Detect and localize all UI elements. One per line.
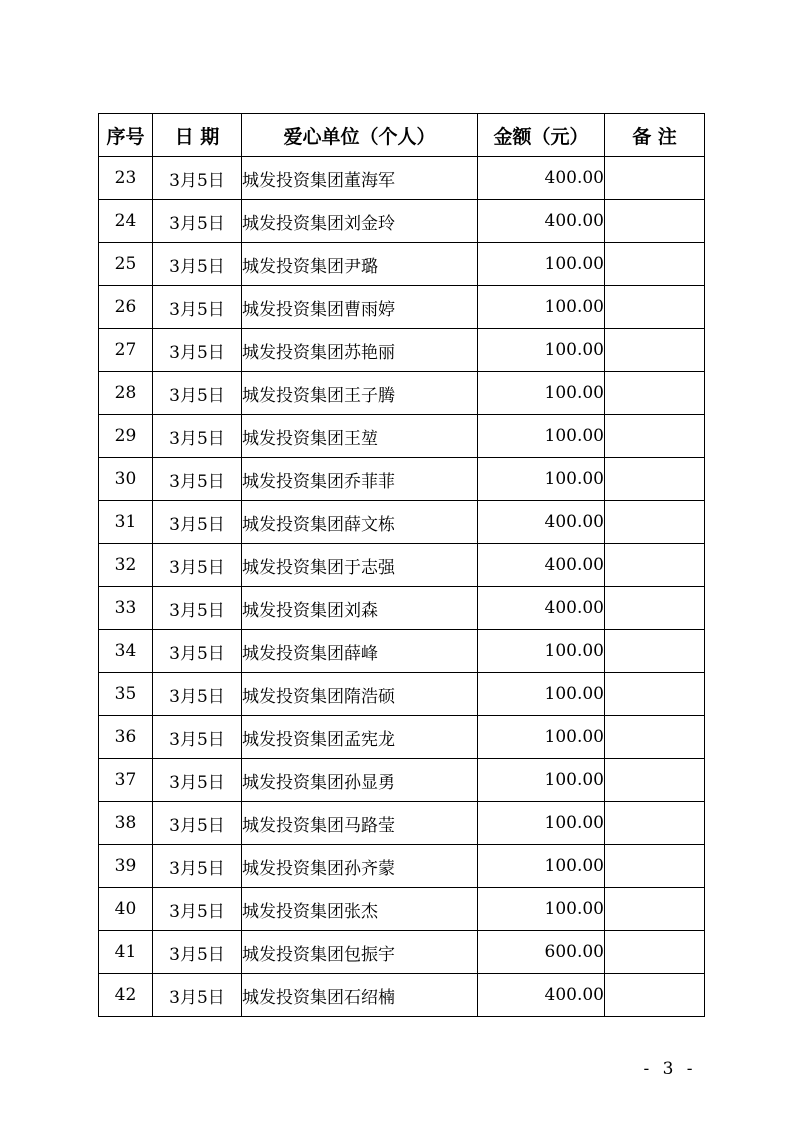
amount-cell: 100.00 [478,286,605,329]
remark-cell [605,845,705,888]
donor-cell: 城发投资集团苏艳丽 [242,329,478,372]
donor-cell: 城发投资集团薛峰 [242,630,478,673]
seq-cell: 31 [99,501,153,544]
amount-cell: 100.00 [478,673,605,716]
page-number: - 3 - [643,1059,697,1079]
amount-cell: 100.00 [478,372,605,415]
seq-cell: 24 [99,200,153,243]
seq-cell: 28 [99,372,153,415]
header-date: 日 期 [153,114,242,157]
header-remark: 备 注 [605,114,705,157]
amount-cell: 100.00 [478,716,605,759]
date-cell: 3月5日 [153,544,242,587]
donor-cell: 城发投资集团张杰 [242,888,478,931]
remark-cell [605,802,705,845]
seq-cell: 33 [99,587,153,630]
remark-cell [605,286,705,329]
date-cell: 3月5日 [153,974,242,1017]
header-donor: 爱心单位（个人） [242,114,478,157]
date-cell: 3月5日 [153,372,242,415]
donor-cell: 城发投资集团马路莹 [242,802,478,845]
table-row [99,716,705,759]
remark-cell [605,673,705,716]
date-cell: 3月5日 [153,716,242,759]
date-cell: 3月5日 [153,931,242,974]
date-cell: 3月5日 [153,286,242,329]
seq-cell: 32 [99,544,153,587]
amount-cell: 100.00 [478,888,605,931]
remark-cell [605,974,705,1017]
table-row [99,974,705,1017]
amount-cell: 400.00 [478,544,605,587]
seq-cell: 36 [99,716,153,759]
donor-cell: 城发投资集团王子腾 [242,372,478,415]
date-cell: 3月5日 [153,802,242,845]
donor-cell: 城发投资集团石绍楠 [242,974,478,1017]
seq-cell: 42 [99,974,153,1017]
amount-cell: 100.00 [478,630,605,673]
date-cell: 3月5日 [153,501,242,544]
date-cell: 3月5日 [153,673,242,716]
donor-cell: 城发投资集团包振宇 [242,931,478,974]
remark-cell [605,243,705,286]
remark-cell [605,888,705,931]
seq-cell: 27 [99,329,153,372]
table-row [99,544,705,587]
table-row [99,157,705,200]
amount-cell: 600.00 [478,931,605,974]
donor-cell: 城发投资集团乔菲菲 [242,458,478,501]
table-row [99,286,705,329]
header-amount: 金额（元） [478,114,605,157]
seq-cell: 39 [99,845,153,888]
remark-cell [605,501,705,544]
date-cell: 3月5日 [153,630,242,673]
table-row [99,200,705,243]
table-row [99,243,705,286]
table-row [99,630,705,673]
remark-cell [605,372,705,415]
table-row [99,458,705,501]
donor-cell: 城发投资集团董海军 [242,157,478,200]
remark-cell [605,544,705,587]
table-row [99,372,705,415]
seq-cell: 40 [99,888,153,931]
date-cell: 3月5日 [153,200,242,243]
donor-cell: 城发投资集团王堃 [242,415,478,458]
date-cell: 3月5日 [153,888,242,931]
remark-cell [605,458,705,501]
table-row [99,759,705,802]
date-cell: 3月5日 [153,157,242,200]
donor-cell: 城发投资集团薛文栋 [242,501,478,544]
amount-cell: 100.00 [478,845,605,888]
amount-cell: 400.00 [478,501,605,544]
table-row [99,931,705,974]
remark-cell [605,716,705,759]
donor-cell: 城发投资集团隋浩硕 [242,673,478,716]
donor-cell: 城发投资集团曹雨婷 [242,286,478,329]
donor-cell: 城发投资集团于志强 [242,544,478,587]
amount-cell: 100.00 [478,802,605,845]
date-cell: 3月5日 [153,845,242,888]
table-row [99,673,705,716]
remark-cell [605,415,705,458]
amount-cell: 100.00 [478,415,605,458]
donor-cell: 城发投资集团刘森 [242,587,478,630]
donor-cell: 城发投资集团孙齐蒙 [242,845,478,888]
remark-cell [605,587,705,630]
date-cell: 3月5日 [153,759,242,802]
donor-cell: 城发投资集团尹璐 [242,243,478,286]
remark-cell [605,329,705,372]
amount-cell: 100.00 [478,329,605,372]
remark-cell [605,630,705,673]
remark-cell [605,931,705,974]
seq-cell: 30 [99,458,153,501]
seq-cell: 37 [99,759,153,802]
donation-table [98,113,705,1017]
donor-cell: 城发投资集团孟宪龙 [242,716,478,759]
date-cell: 3月5日 [153,587,242,630]
seq-cell: 41 [99,931,153,974]
table-header-row [99,114,705,157]
table-row [99,802,705,845]
date-cell: 3月5日 [153,243,242,286]
table-row [99,501,705,544]
date-cell: 3月5日 [153,329,242,372]
seq-cell: 23 [99,157,153,200]
amount-cell: 100.00 [478,243,605,286]
date-cell: 3月5日 [153,415,242,458]
table-body [99,157,705,1017]
seq-cell: 34 [99,630,153,673]
remark-cell [605,200,705,243]
seq-cell: 26 [99,286,153,329]
table-row [99,845,705,888]
donor-cell: 城发投资集团刘金玲 [242,200,478,243]
amount-cell: 400.00 [478,587,605,630]
remark-cell [605,759,705,802]
date-cell: 3月5日 [153,458,242,501]
amount-cell: 100.00 [478,458,605,501]
amount-cell: 400.00 [478,974,605,1017]
table-row [99,415,705,458]
header-seq: 序号 [99,114,153,157]
amount-cell: 400.00 [478,200,605,243]
seq-cell: 38 [99,802,153,845]
table-row [99,888,705,931]
table-row [99,587,705,630]
amount-cell: 100.00 [478,759,605,802]
amount-cell: 400.00 [478,157,605,200]
seq-cell: 25 [99,243,153,286]
donor-cell: 城发投资集团孙显勇 [242,759,478,802]
table-row [99,329,705,372]
seq-cell: 29 [99,415,153,458]
remark-cell [605,157,705,200]
seq-cell: 35 [99,673,153,716]
